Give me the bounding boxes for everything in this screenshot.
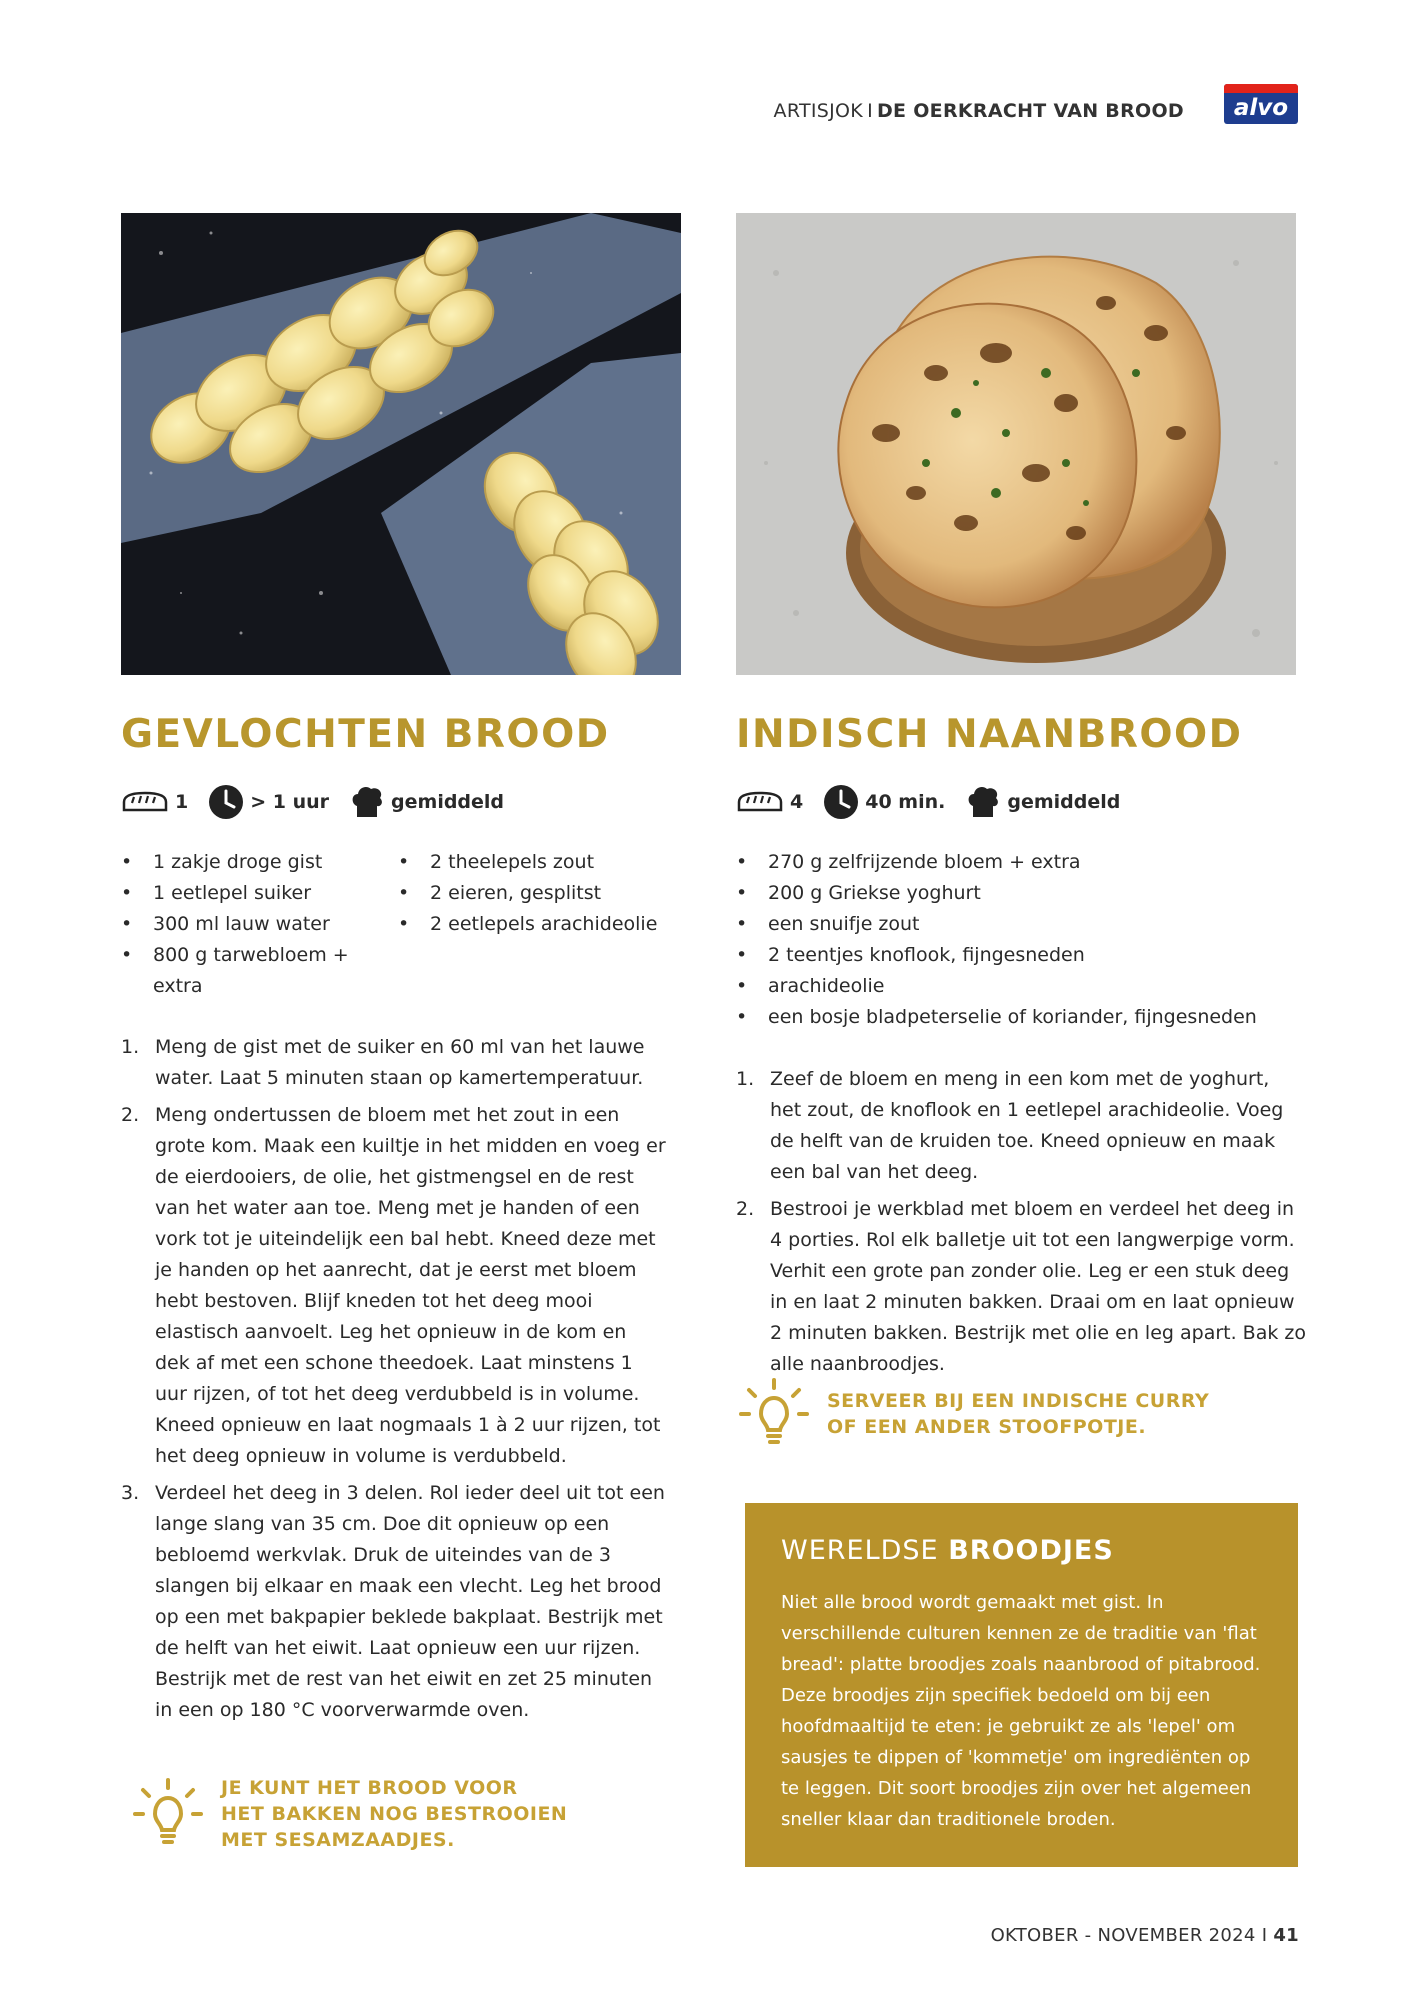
recipe-title-braided-bread: GEVLOCHTEN BROOD: [121, 712, 610, 757]
servings-value: 1: [175, 791, 189, 813]
page-header: [774, 100, 1184, 122]
bread-loaf-icon: [121, 791, 169, 813]
ingredient-item: • 2 eetlepels arachideolie: [398, 909, 688, 940]
step-item: [121, 1032, 666, 1094]
step-number: 1.: [121, 1036, 140, 1058]
step-item: [736, 1194, 1306, 1380]
tip-line: MET SESAMZAADJES.: [221, 1829, 455, 1851]
ingredient-item: • een snuifje zout: [736, 909, 1296, 940]
ingredient-item: • 300 ml lauw water: [121, 909, 371, 940]
header-separator: I: [867, 100, 873, 122]
step-text: Bestrooi je werkblad met bloem en verdeel het deeg in 4 porties. Rol elk balletje uit tot een langwerpige vorm. Verhit een grote pan zonder olie. Leg er een stuk deeg in en laat 2 minuten bakken. Draai om en laat opnieuw 2 minuten bakken. Bestrijk met olie en leg apart. Bak zo alle naanbroodjes.: [770, 1198, 1306, 1375]
header-title: DE OERKRACHT VAN BROOD: [876, 100, 1184, 122]
step-item: [736, 1064, 1306, 1188]
clock-icon: [208, 784, 244, 820]
naan-bread-photo: [736, 213, 1296, 675]
recipe-meta-braided-bread: [121, 780, 524, 824]
info-box-heading-light: WERELDSE: [781, 1535, 939, 1566]
ingredient-item: • 2 teentjes knoflook, fijngesneden: [736, 940, 1296, 971]
footer-issue: OKTOBER - NOVEMBER 2024: [990, 1925, 1256, 1946]
info-box-text: Niet alle brood wordt gemaakt met gist. In verschillende culturen kennen ze de traditie van 'flat bread': platte broodjes zoals naanbrood of pitabrood. Deze broodjes zijn specifiek bedoeld om bij een hoofdmaaltijd te eten: je gebruikt ze als 'lepel' om sausjes te dippen of 'kommetje' om ingrediënten op te leggen. Dit soort broodjes zijn over het algemeen sneller klaar dan traditionele broden.: [781, 1592, 1261, 1830]
step-number: 3.: [121, 1482, 140, 1504]
ingredient-item: • 270 g zelfrijzende bloem + extra: [736, 847, 1296, 878]
clock-icon: [823, 784, 859, 820]
info-box-world-breads: [745, 1503, 1298, 1867]
tip-line: SERVEER BIJ EEN INDISCHE CURRY: [827, 1390, 1210, 1412]
page-number: 41: [1273, 1925, 1299, 1946]
tip-line: OF EEN ANDER STOOFPOTJE.: [827, 1416, 1147, 1438]
time-value: > 1 uur: [250, 791, 330, 813]
ingredient-item: • arachideolie: [736, 971, 1296, 1002]
ingredients-list-naan: [736, 847, 1296, 1033]
ingredient-item: • een bosje bladpeterselie of koriander, fijngesneden: [736, 1002, 1296, 1033]
tip-braided-bread: [133, 1775, 567, 1853]
steps-list-braided-bread: [121, 1032, 666, 1732]
lightbulb-icon: [133, 1778, 203, 1850]
braided-bread-photo: [121, 213, 681, 675]
lightbulb-icon: [739, 1378, 809, 1450]
recipe-title-naan: INDISCH NAANBROOD: [736, 712, 1243, 757]
step-text: Meng de gist met de suiker en 60 ml van het lauwe water. Laat 5 minuten staan op kamertemperatuur.: [155, 1036, 645, 1089]
header-section: ARTISJOK: [773, 100, 864, 122]
difficulty-value: gemiddeld: [391, 791, 505, 813]
ingredient-item: • 800 g tarwebloem + extra: [121, 940, 371, 1002]
alvo-logo: [1224, 84, 1298, 124]
ingredient-item: • 2 eieren, gesplitst: [398, 878, 688, 909]
ingredients-list-left-col2: [398, 847, 688, 940]
ingredient-item: • 1 eetlepel suiker: [121, 878, 371, 909]
step-number: 2.: [736, 1198, 755, 1220]
step-item: [121, 1100, 666, 1472]
difficulty-value: gemiddeld: [1007, 791, 1121, 813]
step-text: Zeef de bloem en meng in een kom met de yoghurt, het zout, de knoflook en 1 eetlepel arachideolie. Voeg de helft van de kruiden toe. Kneed opnieuw en maak een bal van het deeg.: [770, 1068, 1284, 1183]
step-number: 2.: [121, 1104, 140, 1126]
bread-loaf-icon: [736, 791, 784, 813]
ingredients-list-left-col1: [121, 847, 371, 1002]
servings-value: 4: [790, 791, 804, 813]
chef-hat-icon: [349, 784, 385, 820]
ingredient-item: • 200 g Griekse yoghurt: [736, 878, 1296, 909]
tip-text: [827, 1388, 1209, 1440]
tip-line: HET BAKKEN NOG BESTROOIEN: [221, 1803, 568, 1825]
chef-hat-icon: [965, 784, 1001, 820]
info-box-heading-bold: BROODJES: [948, 1535, 1114, 1566]
steps-list-naan: [736, 1064, 1306, 1386]
tip-naan: [739, 1378, 1209, 1450]
footer-separator: I: [1261, 1925, 1268, 1946]
step-text: Verdeel het deeg in 3 delen. Rol ieder deel uit tot een lange slang van 35 cm. Doe dit opnieuw op een bebloemd werkvlak. Druk de uiteindes van de 3 slangen bij elkaar en maak een vlecht. Leg het brood op een met bakpapier beklede bakplaat. Bestrijk met de helft van het eiwit. Laat opnieuw een uur rijzen. Bestrijk met de rest van het eiwit en zet 25 minuten in een op 180 °C voorverwarmde oven.: [155, 1482, 665, 1721]
step-text: Meng ondertussen de bloem met het zout in een grote kom. Maak een kuiltje in het midden en voeg er de eierdooiers, de olie, het gistmengsel en de rest van het water aan toe. Meng met je handen of een vork tot je uiteindelijk een bal hebt. Kneed deze met je handen op het aanrecht, dat je eerst met bloem hebt bestoven. Blijf kneden tot het deeg mooi elastisch aanvoelt. Leg het opnieuw in de kom en dek af met een schone theedoek. Laat minstens 1 uur rijzen, of tot het deeg verdubbeld is in volume. Kneed opnieuw en laat nogmaals 1 à 2 uur rijzen, tot het deeg opnieuw in volume is verdubbeld.: [155, 1104, 666, 1467]
ingredient-item: • 2 theelepels zout: [398, 847, 688, 878]
time-value: 40 min.: [865, 791, 946, 813]
page-footer: [991, 1925, 1299, 1946]
logo-text: alvo: [1233, 95, 1289, 121]
tip-line: JE KUNT HET BROOD VOOR: [221, 1777, 518, 1799]
step-number: 1.: [736, 1068, 755, 1090]
step-item: [121, 1478, 666, 1726]
recipe-meta-naan: [736, 780, 1140, 824]
info-box-heading: [781, 1535, 1114, 1566]
tip-text: [221, 1775, 567, 1853]
ingredient-item: • 1 zakje droge gist: [121, 847, 371, 878]
